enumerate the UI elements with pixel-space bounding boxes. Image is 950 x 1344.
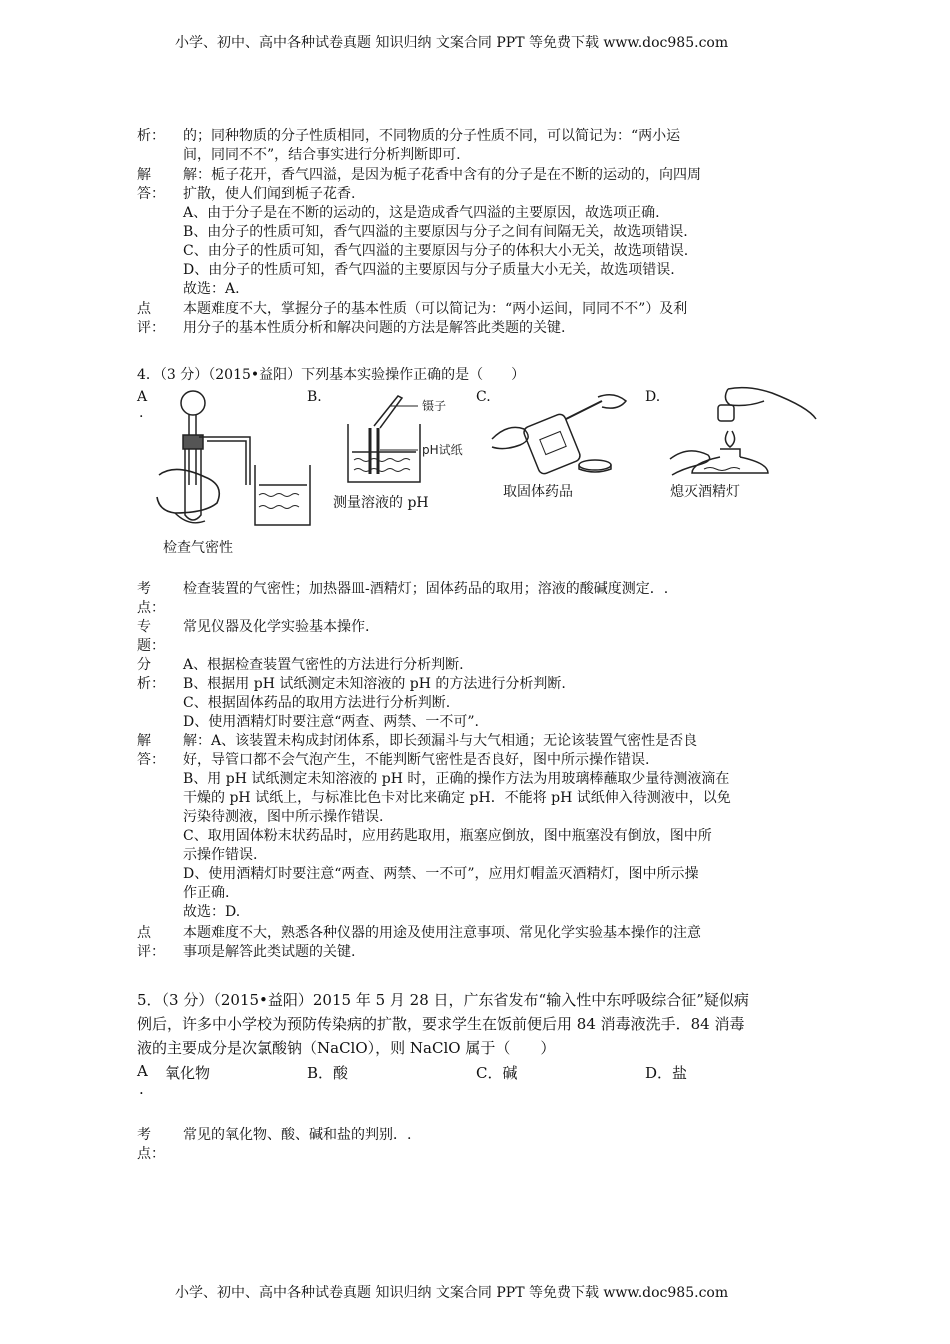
q4-answer-label: 解 答： [137,733,165,768]
q4-comment-label: 点 评： [137,925,165,960]
q3-comment: 本题难度不大，掌握分子的基本性质（可以简记为：“两小运间，同同不不”）及利 用分子的基本性质分析和解决问题的方法是解答此类题的关键. [183,301,688,336]
q4-zhuanti-label: 专 题： [137,619,165,654]
figure-b-label-ph-paper: pH试纸 [422,443,463,457]
q3-analysis: 的；同种物质的分子性质相同，不同物质的分子性质不同，可以简记为：“两小运 间，同同不不”，结合事实进行分析判断即可. [183,128,681,163]
q5-option-a-text: 氧化物 [165,1064,211,1082]
q3-comment-label: 点 评： [137,301,165,336]
figure-c-solid-reagent [490,393,630,478]
q4-question: 4．（3 分）（2015•益阳）下列基本实验操作正确的是（ ） [137,367,526,383]
q5-option-a-letter: A [137,1062,148,1080]
q4-zhuanti: 常见仪器及化学实验基本操作. [183,619,370,635]
q4-option-a-letter: A [137,389,148,405]
figure-b-label-tweezers: 镊子 [422,399,447,413]
q4-comment: 本题难度不大，熟悉各种仪器的用途及使用注意事项、常见化学实验基本操作的注意 事项是解答此类试题的关键. [183,925,701,960]
figure-d-caption: 熄灭酒精灯 [670,484,740,500]
q3-answer-label: 解 答： [137,167,165,202]
q5-option-a-dot: . [139,1080,144,1098]
q4-option-d-letter: D. [645,389,661,405]
figure-a-airtightness [155,385,320,535]
q4-option-a-dot: . [139,405,144,421]
figure-b-ph-test [340,390,475,490]
q5-option-b: B．酸 [307,1064,349,1082]
q5-question: 5．（3 分）（2015•益阳）2015 年 5 月 28 日，广东省发布“输入性中东呼吸综合征”疑似病 例后，许多中小学校为预防传染病的扩散，要求学生在饭前便后用 84 消毒液洗手．84 消毒 液的主要成分是次氯酸钠（NaClO），则 NaClO 属于（ ） [137,991,749,1057]
figure-b-caption: 测量溶液的 pH [333,495,429,511]
figure-a-caption: 检查气密性 [163,540,233,556]
q5-option-d: D．盐 [645,1064,688,1082]
q4-kaodian: 检查装置的气密性；加热器皿-酒精灯；固体药品的取用；溶液的酸碱度测定．. [183,581,669,597]
q4-option-c-letter: C. [476,389,491,405]
q4-analysis-label: 分 析： [137,657,165,692]
q5-option-c: C．碱 [476,1064,518,1082]
q5-kaodian: 常见的氧化物、酸、碱和盐的判别．. [183,1127,412,1143]
page-header: 小学、初中、高中各种试卷真题 知识归纳 文案合同 PPT 等免费下载 www.doc985.com [175,35,729,51]
page-footer: 小学、初中、高中各种试卷真题 知识归纳 文案合同 PPT 等免费下载 www.doc985.com [175,1285,729,1301]
q4-answer: 解：A、该装置未构成封闭体系，即长颈漏斗与大气相通；无论该装置气密性是否良 好，导管口都不会气泡产生，不能判断气密性是否良好，图中所示操作错误. B、用 pH 试纸测定未知溶液的 pH 时，正确的操作方法为用玻璃棒蘸取少量待测液滴在 干燥的 pH 试纸上，与标准比色卡对比来确定 pH．不能将 pH 试纸伸入待测液中，以免 污染待测液，图中所示操作错误. C、取用固体粉末状药品时，应用药匙取用，瓶塞应倒放，图中瓶塞没有倒放，图中所 示操作错误. D、使用酒精灯时要注意“两查、两禁、一不可”，应用灯帽盖灭酒精灯，图中所示操 作正确. 故选：D. [183,733,731,920]
q3-analysis-label: 析： [137,128,165,144]
figure-c-caption: 取固体药品 [503,484,573,500]
figure-d-alcohol-lamp [668,385,818,480]
q4-kaodian-label: 考 点： [137,581,165,616]
q4-option-b-letter: B. [307,389,322,405]
q4-analysis: A、根据检查装置气密性的方法进行分析判断. B、根据用 pH 试纸测定未知溶液的 pH 的方法进行分析判断. C、根据固体药品的取用方法进行分析判断. D、使用酒精灯时要注意“两查、两禁、一不可”. [183,657,566,730]
q3-answer: 解：栀子花开，香气四溢，是因为栀子花香中含有的分子是在不断的运动的，向四周 扩散，使人们闻到栀子花香. A、由于分子是在不断的运动的，这是造成香气四溢的主要原因，故选项正确. B、由分子的性质可知，香气四溢的主要原因与分子之间有间隔无关，故选项错误. C、由分子的性质可知，香气四溢的主要原因与分子的体积大小无关，故选项错误. D、由分子的性质可知，香气四溢的主要原因与分子质量大小无关，故选项错误. 故选：A. [183,167,701,297]
q5-kaodian-label: 考 点： [137,1127,165,1162]
